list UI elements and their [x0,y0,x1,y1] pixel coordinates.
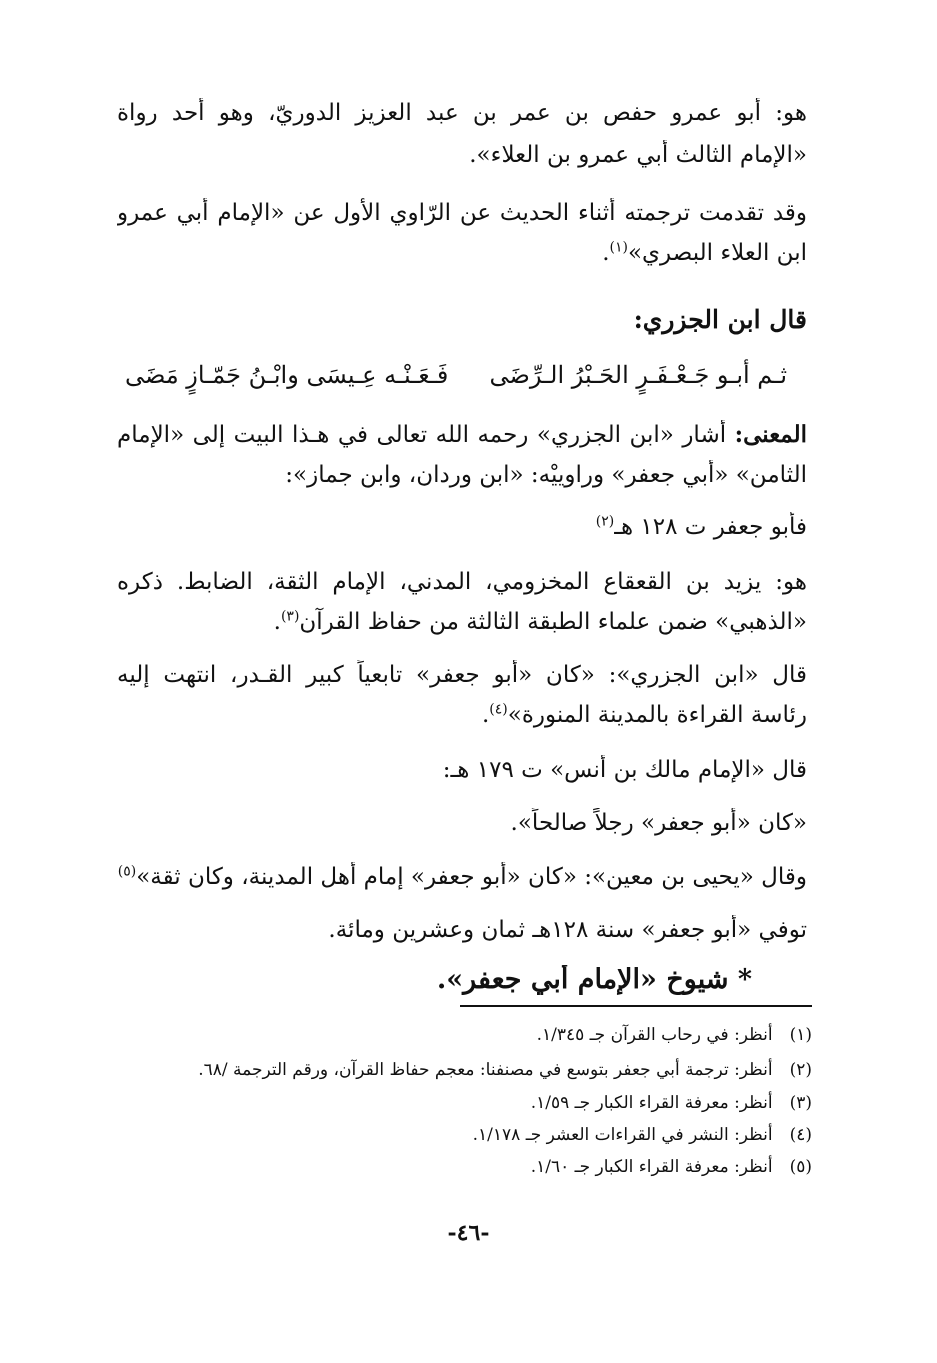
paragraph-5-end: . [273,609,281,635]
footnote-ref-4: (٤) [489,701,508,718]
footnote-number: (٤) [789,1125,812,1145]
paragraph-4-text: فأبو جعفر ت ١٢٨ هـ [614,514,807,540]
footnote-text: أنظر: معرفة القراء الكبار جـ ١/٥٩. [530,1093,773,1113]
footnote-text: أنظر: معرفة القراء الكبار جـ ١/٦٠. [530,1157,773,1177]
footnote-ref-3: (٣) [280,608,300,625]
footnote-number: (٣) [789,1093,812,1113]
footnote-item [112,1022,812,1048]
paragraph-6-text: رئاسة القراءة بالمدينة المنورة» [507,702,807,728]
page-number: -٤٦- [447,1220,490,1246]
paragraph-2-text: ابن العلاء البصري» [627,240,807,266]
meaning-label: المعنى: [734,421,807,448]
paragraph-5-text: «الذهبي» ضمن علماء الطبقة الثالثة من حفاظ القرآن [299,609,807,635]
footnote-item [112,1154,812,1180]
paragraph-6-end: . [481,702,490,728]
paragraph-1-line-2: «الإمام الثالث أبي عمرو بن العلاء». [469,142,807,168]
footnote-item [112,1122,812,1148]
footnote-ref-2: (٢) [595,513,615,530]
footnote-number: (٥) [789,1157,812,1177]
paragraph-2-line-1: وقد تقدمت ترجمته أثناء الحديث عن الرّاوي الأول عن «الإمام أبي عمرو [117,200,807,226]
paragraph-8-line-1: «كان «أبو جعفر» رجلاً صالحاً». [510,810,807,836]
footnote-ref-5: (٥) [117,863,137,880]
footnote-ref-1: (١) [609,239,628,256]
paragraph-10-line-1: توفي «أبو جعفر» سنة ١٢٨هـ ثمان وعشرين ومائة. [328,917,807,943]
heading-ibn-jazari: قال ابن الجزري: [633,305,807,334]
paragraph-4-line-1 [117,512,807,542]
paragraph-9-text: وقال «يحيى بن معين»: «كان «أبو جعفر» إمام أهل المدينة، وكان ثقة» [136,864,807,890]
footnote-text: أنظر: في رحاب القرآن جـ ١/٣٤٥. [536,1025,773,1045]
paragraph-3-text: أشار «ابن الجزري» رحمه الله تعالى في هـذا البيت إلى «الإمام [117,422,727,448]
footnote-number: (٢) [789,1060,812,1080]
paragraph-3-line-1 [117,420,807,450]
footnote-item [112,1090,812,1116]
footnote-text: أنظر: ترجمة أبي جعفر بتوسع في مصنفنا: معجم حفاظ القرآن، ورقم الترجمة /٦٨. [198,1060,773,1080]
paragraph-3-line-2: الثامن» «أبي جعفر» وراوييْه: «ابن وردان، وابن جماز»: [285,462,807,488]
paragraph-5-line-2 [117,607,807,637]
paragraph-2-line-2 [117,238,807,268]
paragraph-7-line-1: قال «الإمام مالك بن أنس» ت ١٧٩ هـ: [442,757,807,783]
footnote-item [112,1057,812,1083]
verse-second-hemistich: فَـعَـنْـه عِـيسَى وابْـنُ جَمّـازٍ مَضَى [125,361,449,389]
paragraph-5-line-1: هو: يزيد بن القعقاع المخزومي، المدني، الإمام الثقة، الضابط. ذكره [117,569,807,595]
paragraph-9-line-1 [117,862,807,892]
paragraph-6-line-1: قال «ابن الجزري»: «كان «أبو جعفر» تابعياً كبير القـدر، انتهت إليه [117,662,807,688]
footnote-number: (١) [789,1025,812,1045]
section-heading-sheikhs: * شيوخ «الإمام أبي جعفر». [436,965,752,995]
paragraph-1-line-1: هو: أبو عمرو حفص بن عمر بن عبد العزيز الدوريّ، وهو أحد رواة [117,100,807,126]
footnote-divider [460,1005,812,1007]
footnote-text: أنظر: النشر في القراءات العشر جـ ١/١٧٨. [472,1125,773,1145]
paragraph-2-end: . [602,240,610,266]
verse-first-hemistich: ثـم أبـو جَـعْـفَـرٍ الحَـبْرُ الـرِّضَى [489,361,787,389]
paragraph-6-line-2 [117,700,807,730]
